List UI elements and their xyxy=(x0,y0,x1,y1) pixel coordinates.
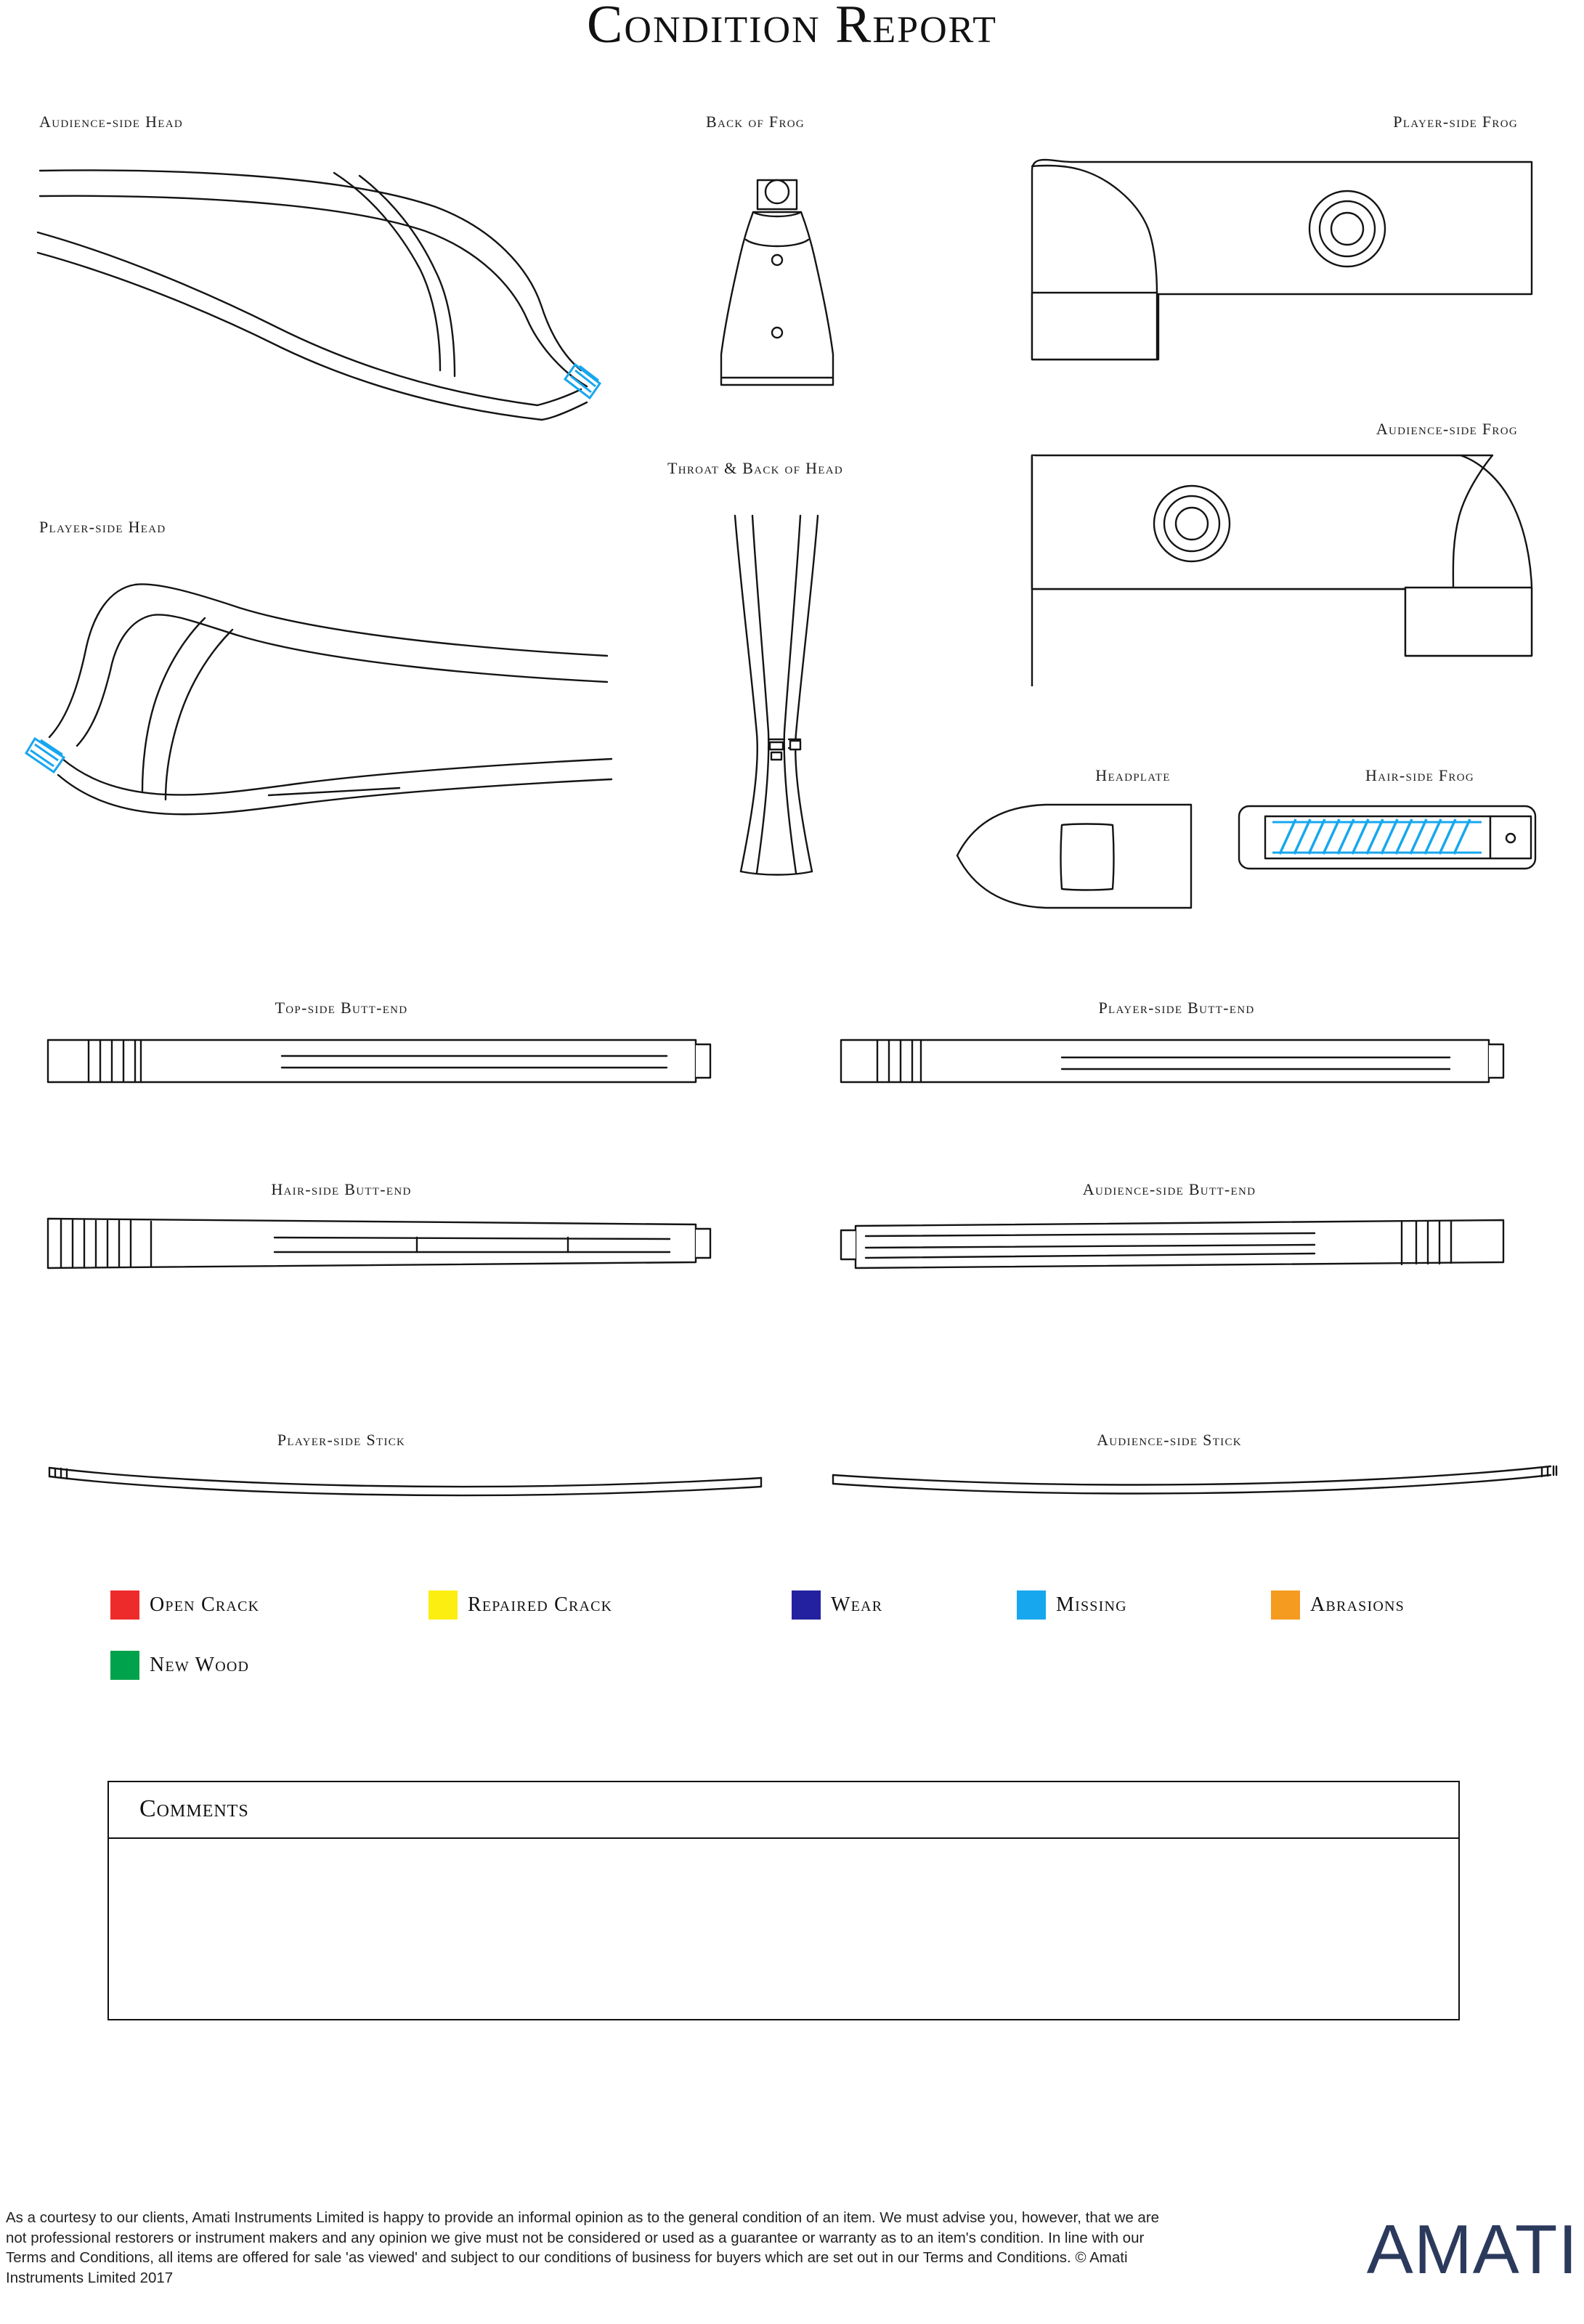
label-audience-side-stick: Audience-side Stick xyxy=(1097,1431,1242,1449)
legend-item-wear xyxy=(792,1590,882,1620)
drawing-headplate xyxy=(951,799,1213,915)
legend-row-1 xyxy=(110,1590,1490,1634)
label-audience-side-head: Audience-side Head xyxy=(39,113,183,131)
label-hair-side-frog: Hair-side Frog xyxy=(1365,766,1474,784)
legend-item-missing xyxy=(1017,1590,1127,1620)
comments-heading: Comments xyxy=(109,1782,1458,1839)
annotation-player-tip-missing xyxy=(26,739,64,772)
legend-swatch-wear xyxy=(792,1590,821,1620)
drawing-player-side-frog xyxy=(1028,149,1536,389)
drawing-audience-side-head xyxy=(29,153,610,458)
label-player-side-stick: Player-side Stick xyxy=(277,1431,406,1449)
drawing-top-side-butt-end xyxy=(42,1030,732,1095)
label-audience-side-frog: Audience-side Frog xyxy=(1376,420,1518,438)
drawing-back-of-frog xyxy=(701,167,853,399)
comments-box xyxy=(107,1781,1460,2020)
label-back-of-frog: Back of Frog xyxy=(705,113,805,131)
drawing-player-side-stick xyxy=(35,1456,776,1507)
label-player-side-head: Player-side Head xyxy=(39,518,166,536)
footer xyxy=(0,2208,1584,2324)
legend-swatch-missing xyxy=(1017,1590,1046,1620)
legend-row-2 xyxy=(110,1651,1490,1694)
legend-swatch-repaired-crack xyxy=(429,1590,458,1620)
legend-label-abrasions: Abrasions xyxy=(1310,1593,1405,1616)
page-title: Condition Report xyxy=(587,0,997,54)
label-hair-side-butt-end: Hair-side Butt-end xyxy=(271,1180,412,1198)
legend-label-open-crack: Open Crack xyxy=(150,1593,260,1616)
legend-item-repaired-crack xyxy=(429,1590,612,1620)
label-throat-back-of-head: Throat & Back of Head xyxy=(667,459,844,477)
amati-logo: AMATI xyxy=(1366,2211,1578,2288)
annotation-tip-missing xyxy=(565,365,600,398)
drawing-audience-side-frog xyxy=(1028,447,1536,686)
drawing-audience-side-stick xyxy=(824,1456,1565,1507)
comments-input[interactable] xyxy=(109,1839,1458,2020)
legend xyxy=(110,1590,1490,1694)
legend-swatch-open-crack xyxy=(110,1590,139,1620)
legend-label-new-wood: New Wood xyxy=(150,1654,250,1676)
footer-disclaimer: As a courtesy to our clients, Amati Instruments Limited is happy to provide an informal opinion as to the general condition of an item. We must advise you, however, that we are not professional restorers or instrument makers and any opinion we give must not be considered or used as a guarantee or warranty as to an item's condition. In line with our Terms and Conditions, all items are offered for sale 'as viewed' and subject to our conditions of business for buyers which are set out in our Terms and Conditions. © Amati Instruments Limited 2017 xyxy=(6,2209,1160,2287)
legend-item-new-wood xyxy=(110,1651,249,1680)
label-audience-side-butt-end: Audience-side Butt-end xyxy=(1082,1180,1256,1198)
label-headplate: Headplate xyxy=(1095,766,1171,784)
drawing-hair-side-butt-end xyxy=(42,1211,732,1284)
legend-item-open-crack xyxy=(110,1590,259,1620)
drawing-player-side-head xyxy=(22,548,617,853)
drawing-throat-back-of-head xyxy=(719,508,835,886)
label-player-side-butt-end: Player-side Butt-end xyxy=(1098,999,1255,1017)
legend-item-abrasions xyxy=(1271,1590,1405,1620)
legend-swatch-abrasions xyxy=(1271,1590,1300,1620)
drawing-player-side-butt-end xyxy=(835,1030,1525,1095)
drawing-audience-side-butt-end xyxy=(835,1211,1525,1284)
legend-label-repaired-crack: Repaired Crack xyxy=(468,1593,613,1616)
legend-label-missing: Missing xyxy=(1056,1593,1127,1616)
legend-swatch-new-wood xyxy=(110,1651,139,1680)
label-top-side-butt-end: Top-side Butt-end xyxy=(275,999,408,1017)
label-player-side-frog: Player-side Frog xyxy=(1393,113,1518,131)
drawing-hair-side-frog xyxy=(1235,797,1540,885)
legend-label-wear: Wear xyxy=(831,1593,883,1616)
